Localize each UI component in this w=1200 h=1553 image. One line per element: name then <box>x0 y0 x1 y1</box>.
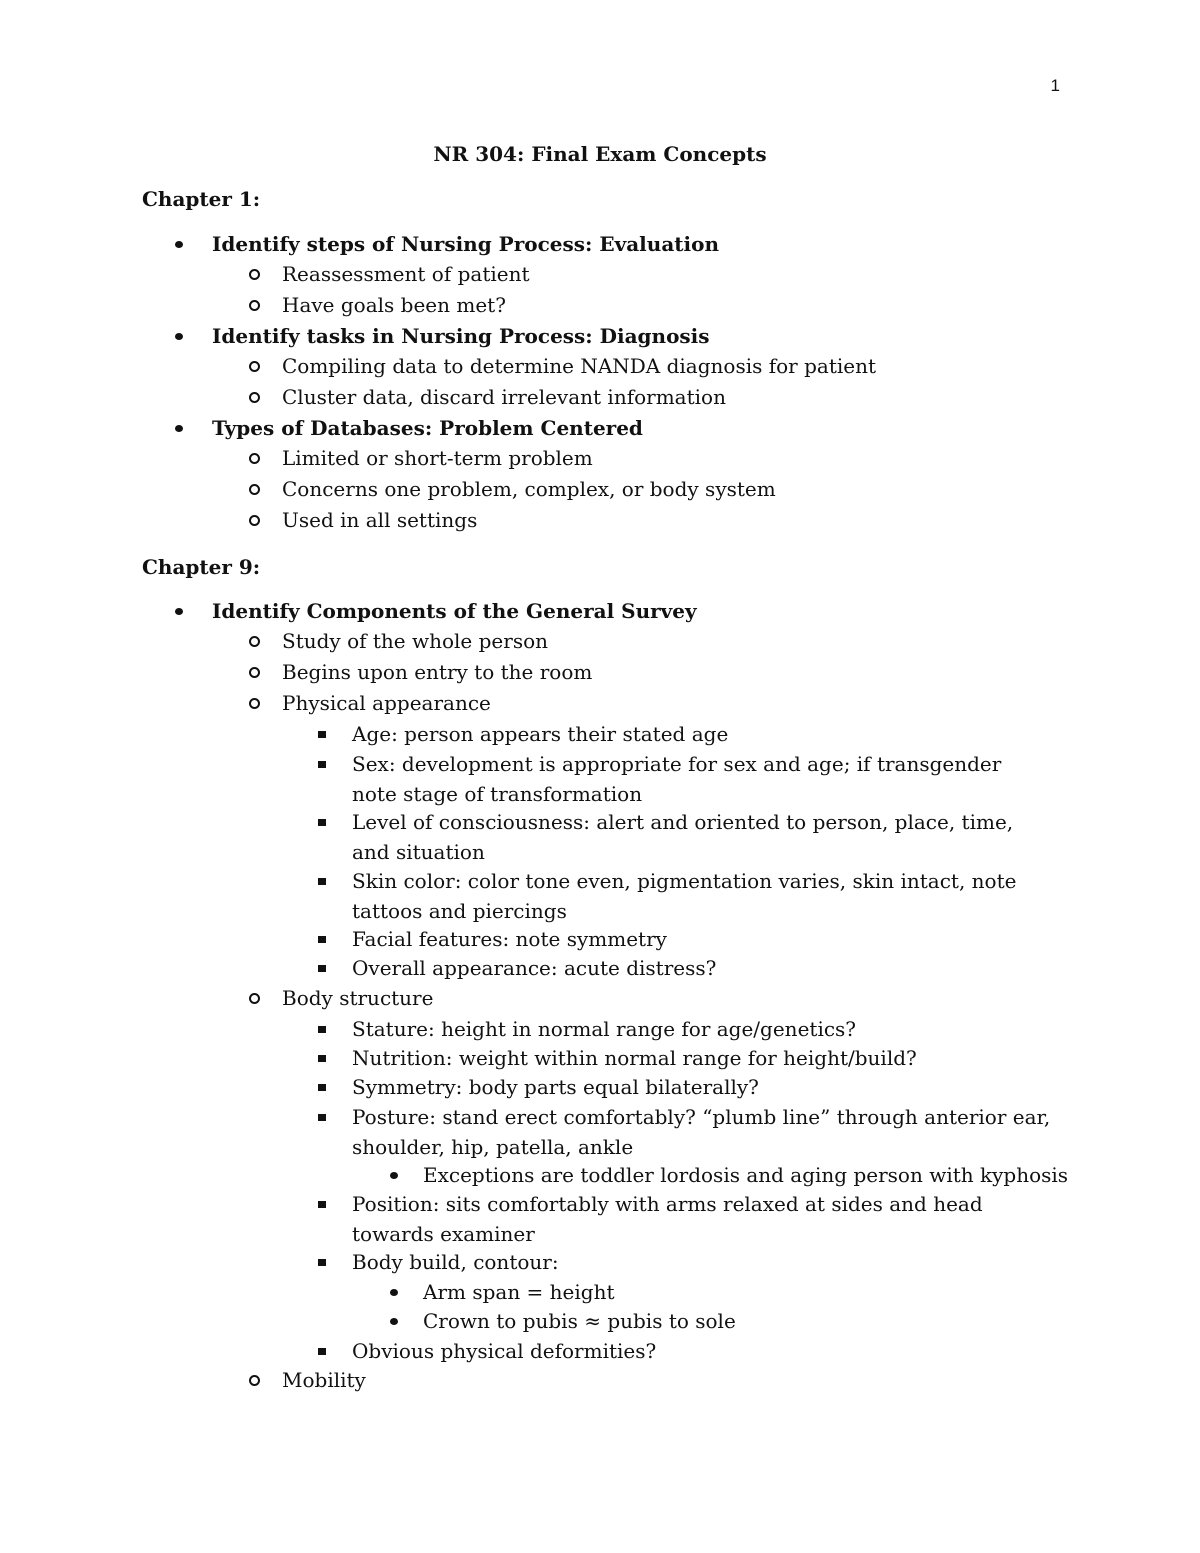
list-item: Concerns one problem, complex, or body system <box>282 475 776 505</box>
list-item: Limited or short-term problem <box>282 444 593 474</box>
bullet-icon <box>390 1172 398 1179</box>
list-item: Age: person appears their stated age <box>352 720 1052 750</box>
list-item: Nutrition: weight within normal range for height/build? <box>352 1044 1052 1074</box>
list-item: Identify Components of the General Survey <box>212 597 697 627</box>
circle-bullet-icon <box>249 361 260 372</box>
bullet-icon <box>390 1289 398 1296</box>
square-bullet-icon <box>318 1114 326 1121</box>
circle-bullet-icon <box>249 484 260 495</box>
bullet-icon <box>390 1318 398 1325</box>
list-item: Cluster data, discard irrelevant information <box>282 383 726 413</box>
circle-bullet-icon <box>249 392 260 403</box>
list-item: Facial features: note symmetry <box>352 925 1052 955</box>
list-item: Mobility <box>282 1366 366 1396</box>
square-bullet-icon <box>318 878 326 885</box>
circle-bullet-icon <box>249 698 260 709</box>
circle-bullet-icon <box>249 515 260 526</box>
list-item: Used in all settings <box>282 506 477 536</box>
bullet-icon <box>175 333 183 340</box>
square-bullet-icon <box>318 1026 326 1033</box>
document-title: NR 304: Final Exam Concepts <box>433 142 767 166</box>
list-item: Types of Databases: Problem Centered <box>212 414 643 444</box>
square-bullet-icon <box>318 761 326 768</box>
list-item: Physical appearance <box>282 689 491 719</box>
list-item: Have goals been met? <box>282 291 506 321</box>
list-item: Body build, contour: <box>352 1248 1052 1278</box>
list-item: Skin color: color tone even, pigmentation varies, skin intact, note tattoos and piercings <box>352 867 1052 926</box>
bullet-icon <box>175 241 183 248</box>
list-item: Obvious physical deformities? <box>352 1337 1052 1367</box>
circle-bullet-icon <box>249 993 260 1004</box>
circle-bullet-icon <box>249 636 260 647</box>
bullet-icon <box>175 608 183 615</box>
list-item: Exceptions are toddler lordosis and aging person with kyphosis <box>423 1161 1068 1191</box>
square-bullet-icon <box>318 1348 326 1355</box>
list-item: Level of consciousness: alert and oriented to person, place, time, and situation <box>352 808 1052 867</box>
list-item: Symmetry: body parts equal bilaterally? <box>352 1073 1052 1103</box>
list-item: Sex: development is appropriate for sex and age; if transgender note stage of transformation <box>352 750 1052 809</box>
square-bullet-icon <box>318 819 326 826</box>
list-item: Body structure <box>282 984 433 1014</box>
circle-bullet-icon <box>249 667 260 678</box>
circle-bullet-icon <box>249 1375 260 1386</box>
list-item: Arm span = height <box>423 1278 615 1308</box>
list-item: Stature: height in normal range for age/genetics? <box>352 1015 1052 1045</box>
list-item: Study of the whole person <box>282 627 548 657</box>
list-item: Overall appearance: acute distress? <box>352 954 1052 984</box>
circle-bullet-icon <box>249 269 260 280</box>
square-bullet-icon <box>318 965 326 972</box>
list-item: Posture: stand erect comfortably? “plumb line” through anterior ear, shoulder, hip, patella, ankle <box>352 1103 1052 1162</box>
square-bullet-icon <box>318 1084 326 1091</box>
square-bullet-icon <box>318 1201 326 1208</box>
list-item: Identify steps of Nursing Process: Evaluation <box>212 230 719 260</box>
circle-bullet-icon <box>249 300 260 311</box>
chapter-1-heading: Chapter 1: <box>142 187 261 211</box>
list-item: Begins upon entry to the room <box>282 658 592 688</box>
square-bullet-icon <box>318 1055 326 1062</box>
list-item: Compiling data to determine NANDA diagnosis for patient <box>282 352 876 382</box>
list-item: Crown to pubis ≈ pubis to sole <box>423 1307 736 1337</box>
square-bullet-icon <box>318 731 326 738</box>
chapter-9-heading: Chapter 9: <box>142 555 261 579</box>
list-item: Reassessment of patient <box>282 260 530 290</box>
list-item: Identify tasks in Nursing Process: Diagnosis <box>212 322 710 352</box>
square-bullet-icon <box>318 936 326 943</box>
circle-bullet-icon <box>249 453 260 464</box>
bullet-icon <box>175 425 183 432</box>
list-item: Position: sits comfortably with arms relaxed at sides and head towards examiner <box>352 1190 1052 1249</box>
page-number: 1 <box>1050 76 1060 95</box>
square-bullet-icon <box>318 1259 326 1266</box>
